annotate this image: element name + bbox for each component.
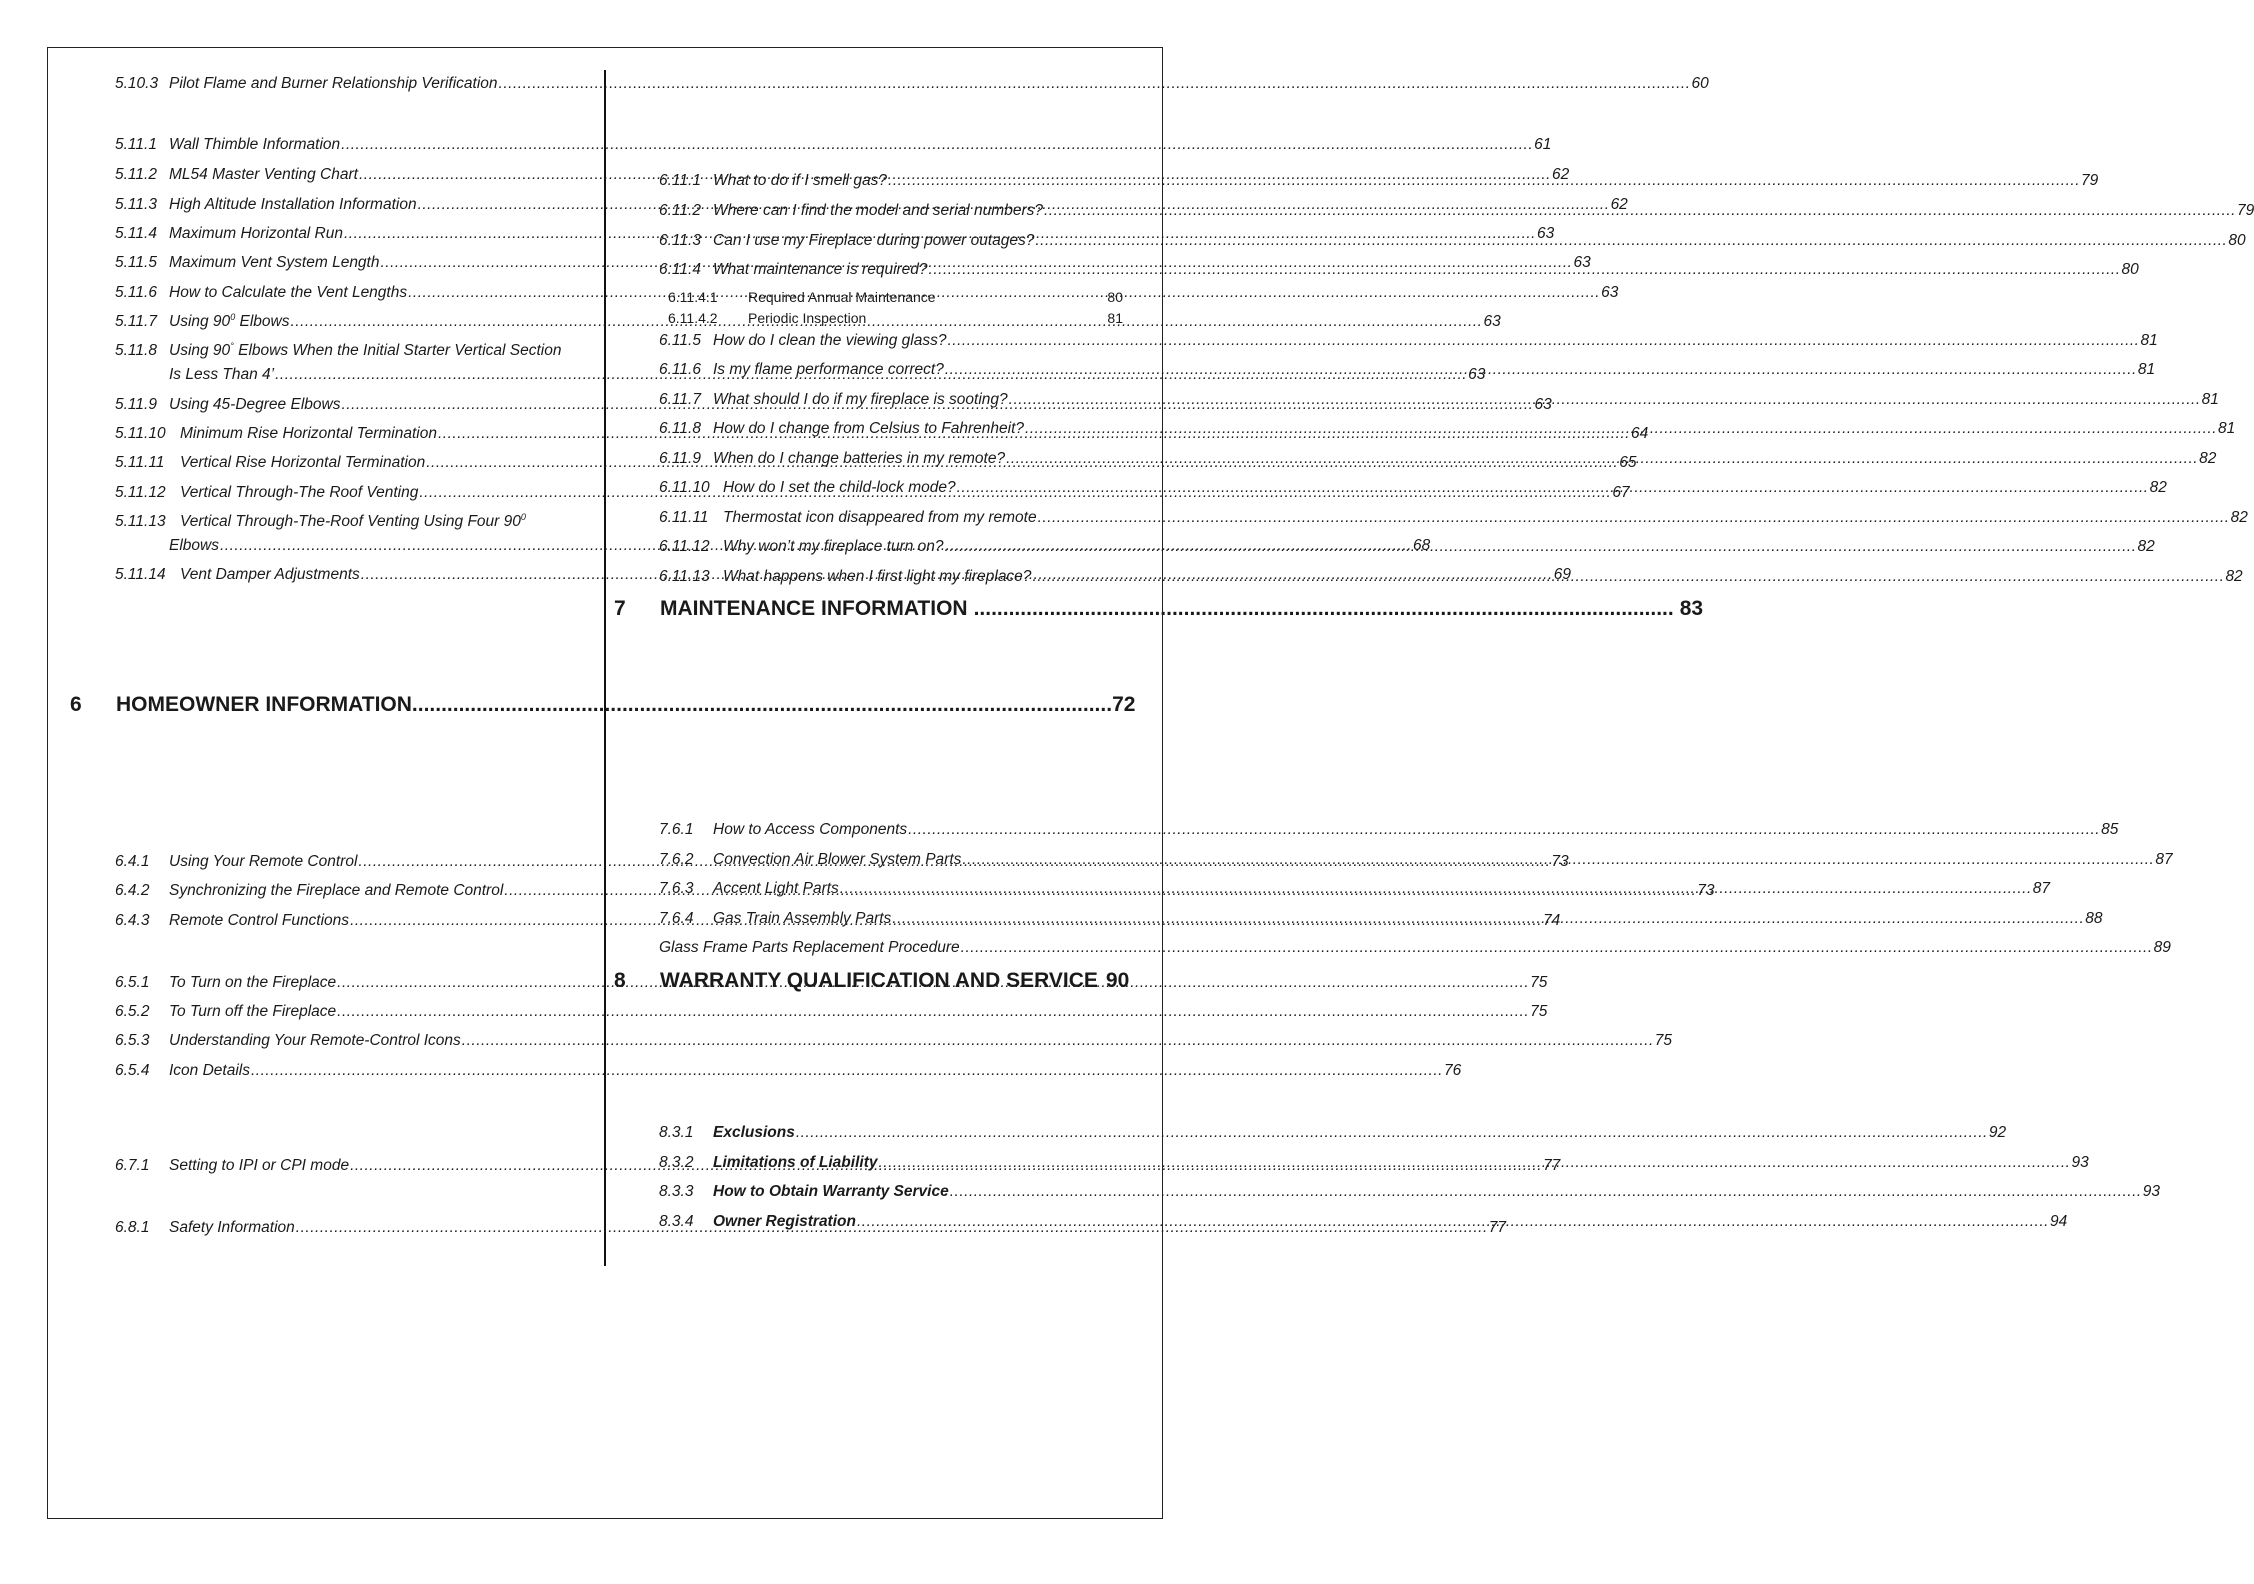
entry-number: 6.4.2 bbox=[115, 882, 150, 899]
leader-dots bbox=[974, 596, 1674, 622]
entry-title-text: Using Your Remote Control bbox=[169, 853, 358, 870]
leader-dots bbox=[499, 74, 1691, 93]
entry-page: 63 bbox=[1537, 225, 1555, 242]
entry-page: 87 bbox=[2155, 851, 2173, 868]
entry-number: 6.11.8 bbox=[659, 420, 701, 437]
entry-number: 5.11.8 bbox=[115, 342, 157, 359]
entry-title-text: Vertical Through-The Roof Venting bbox=[180, 484, 419, 501]
leader-dots bbox=[950, 1182, 2142, 1201]
entry-number: 6.4.3 bbox=[115, 912, 150, 929]
entry-page: 62 bbox=[1551, 166, 1570, 183]
entry-title-text: How do I set the child-lock mode? bbox=[723, 479, 956, 496]
entry-page: 63 bbox=[1468, 366, 1486, 383]
entry-title bbox=[723, 537, 944, 556]
leader-dots bbox=[929, 260, 2121, 279]
superscript: 0 bbox=[520, 511, 526, 522]
entry-page: 65 bbox=[1619, 454, 1637, 471]
entry-title bbox=[713, 331, 947, 350]
entry-title bbox=[713, 360, 944, 379]
entry-title-text: Setting to IPI or CPI mode bbox=[169, 1157, 350, 1174]
entry-number: 6.11.7 bbox=[659, 391, 701, 408]
entry-page: 82 bbox=[2225, 568, 2243, 585]
entry-title bbox=[169, 1061, 250, 1080]
entry-page: 64 bbox=[1630, 425, 1649, 442]
entry-title-text: Gas Train Assembly Parts bbox=[713, 910, 892, 927]
leader-dots bbox=[1035, 231, 2227, 250]
entry-title bbox=[169, 195, 417, 214]
entry-number: 6.11.12 bbox=[659, 538, 710, 555]
entry-number: 5.11.9 bbox=[115, 396, 157, 413]
entry-title: Required Annual Maintenance bbox=[748, 289, 936, 305]
leader-dots bbox=[337, 1002, 1529, 1021]
leader-dots bbox=[1044, 201, 2236, 220]
entry-title-text: Owner Registration bbox=[713, 1213, 856, 1230]
entry-title bbox=[713, 449, 1005, 468]
leader-dots bbox=[796, 1123, 1988, 1142]
entry-title-text: Maximum Vent System Length bbox=[169, 254, 380, 271]
chapter-page: 72 bbox=[1112, 693, 1136, 716]
entry-title bbox=[713, 879, 839, 898]
entry-page: 75 bbox=[1530, 1003, 1548, 1020]
entry-title-text: Limitations of Liability bbox=[713, 1154, 878, 1171]
entry-title bbox=[713, 850, 961, 869]
entry-number: 6.5.1 bbox=[115, 974, 150, 991]
entry-title bbox=[723, 567, 1031, 586]
entry-page: 85 bbox=[2101, 821, 2119, 838]
entry-title-text: Accent Light Parts bbox=[713, 880, 839, 897]
entry-page: 81 bbox=[1107, 310, 1123, 326]
toc-entry[interactable] bbox=[115, 1061, 1462, 1080]
toc-entry[interactable] bbox=[115, 74, 1709, 93]
toc-entry[interactable] bbox=[659, 1182, 2160, 1201]
entry-title bbox=[713, 201, 1043, 220]
leader-dots bbox=[962, 850, 2154, 869]
entry-page: 79 bbox=[2081, 172, 2099, 189]
leader-dots bbox=[341, 135, 1533, 154]
entry-number: 5.11.1 bbox=[115, 136, 157, 153]
entry-page: 87 bbox=[2032, 880, 2051, 897]
leader-dots bbox=[888, 171, 2080, 190]
entry-page: 92 bbox=[1988, 1124, 2007, 1141]
leader-dots bbox=[957, 478, 2149, 497]
entry-page: 77 bbox=[1543, 1157, 1561, 1174]
entry-title bbox=[169, 283, 407, 302]
chapter-7-heading[interactable] bbox=[614, 596, 1704, 622]
entry-page: 82 bbox=[2230, 509, 2248, 526]
entry-number: 5.10.3 bbox=[115, 75, 159, 92]
entry-title-text: Safety Information bbox=[169, 1219, 295, 1236]
chapter-8-heading[interactable] bbox=[614, 968, 1128, 994]
entry-title-text: Is my flame performance correct? bbox=[713, 361, 944, 378]
superscript: ° bbox=[230, 340, 234, 351]
entry-page: 80 bbox=[2121, 261, 2139, 278]
entry-page: 81 bbox=[2140, 332, 2158, 349]
entry-title bbox=[180, 453, 425, 472]
entry-title bbox=[169, 1156, 349, 1175]
entry-title bbox=[169, 341, 561, 360]
entry-page: 93 bbox=[2142, 1183, 2160, 1200]
toc-entry[interactable] bbox=[659, 1123, 2007, 1142]
entry-page: 74 bbox=[1543, 912, 1561, 929]
chapter-number: 8 bbox=[614, 969, 626, 992]
entry-title-text: Elbows bbox=[235, 313, 290, 330]
entry-title-text: Icon Details bbox=[169, 1062, 250, 1079]
entry-page: 60 bbox=[1691, 75, 1709, 92]
entry-title: Periodic Inspection bbox=[748, 310, 867, 326]
entry-title-text: Exclusions bbox=[713, 1124, 795, 1141]
entry-title-text: What happens when I first light my fireplace? bbox=[723, 568, 1032, 585]
entry-title bbox=[169, 1218, 295, 1237]
entry-page: 81 bbox=[2137, 361, 2156, 378]
entry-title-text: Glass Frame Parts Replacement Procedure bbox=[659, 939, 960, 956]
leader-dots bbox=[945, 360, 2137, 379]
entry-title bbox=[659, 938, 960, 957]
entry-page: 76 bbox=[1443, 1062, 1462, 1079]
entry-page: 88 bbox=[2085, 910, 2103, 927]
leader-dots bbox=[908, 820, 2100, 839]
leader-dots bbox=[945, 537, 2137, 556]
leader-dots bbox=[1032, 567, 2224, 586]
entry-number: 5.11.2 bbox=[115, 166, 157, 183]
entry-page: 68 bbox=[1412, 537, 1431, 554]
entry-number: 6.11.4 bbox=[659, 261, 701, 278]
entry-page: 82 bbox=[2149, 479, 2167, 496]
toc-entry[interactable] bbox=[115, 1031, 1673, 1050]
entry-page: 63 bbox=[1483, 313, 1501, 330]
entry-title bbox=[169, 395, 340, 414]
entry-title bbox=[180, 424, 437, 443]
entry-number: 7.6.1 bbox=[659, 821, 694, 838]
chapter-number: 7 bbox=[614, 597, 626, 620]
entry-title-text: Remote Control Functions bbox=[169, 912, 350, 929]
entry-page: 80 bbox=[2228, 232, 2246, 249]
entry-page: 81 bbox=[2201, 391, 2219, 408]
entry-title bbox=[169, 135, 340, 154]
leader-dots bbox=[1038, 508, 2230, 527]
entry-title bbox=[713, 1123, 795, 1142]
entry-title-text: To Turn off the Fireplace bbox=[169, 1003, 337, 1020]
entry-title bbox=[180, 565, 360, 584]
entry-title bbox=[713, 820, 907, 839]
entry-title bbox=[713, 1153, 877, 1172]
entry-number: 8.3.4 bbox=[659, 1213, 694, 1230]
chapter-page: 83 bbox=[1679, 597, 1704, 620]
entry-title-text: What maintenance is required? bbox=[713, 261, 928, 278]
entry-number: 8.3.2 bbox=[659, 1154, 694, 1171]
entry-title-text: Using 90 bbox=[169, 342, 231, 359]
entry-page: 89 bbox=[2153, 939, 2171, 956]
entry-number: 5.11.3 bbox=[115, 196, 157, 213]
entry-title bbox=[169, 1002, 336, 1021]
entry-number: 6.7.1 bbox=[115, 1157, 150, 1174]
entry-title-text: To Turn on the Fireplace bbox=[169, 974, 337, 991]
entry-page: 93 bbox=[2071, 1154, 2089, 1171]
entry-title-text: Why won’t my fireplace turn on? bbox=[723, 538, 944, 555]
entry-title bbox=[169, 911, 349, 930]
entry-number: 6.5.2 bbox=[115, 1003, 150, 1020]
entry-number: 6.11.10 bbox=[659, 479, 710, 496]
entry-page: 73 bbox=[1697, 882, 1715, 899]
entry-page: 63 bbox=[1534, 396, 1552, 413]
chapter-title: MAINTENANCE INFORMATION bbox=[660, 597, 968, 620]
entry-number: 6.11.5 bbox=[659, 332, 701, 349]
entry-page: 80 bbox=[1107, 289, 1123, 305]
entry-title-text: Thermostat icon disappeared from my remote bbox=[723, 509, 1037, 526]
leader-dots bbox=[412, 692, 1112, 718]
leader-dots bbox=[840, 879, 2032, 898]
entry-title bbox=[713, 231, 1034, 250]
entry-title-text: What should I do if my fireplace is sooting? bbox=[713, 391, 1008, 408]
entry-title bbox=[713, 171, 887, 190]
entry-number: 6.11.11 bbox=[659, 509, 709, 526]
entry-number: 6.8.1 bbox=[115, 1219, 150, 1236]
entry-title bbox=[723, 478, 956, 497]
entry-title-text: What to do if I smell gas? bbox=[713, 172, 888, 189]
entry-number: 5.11.6 bbox=[115, 284, 157, 301]
entry-title-text: Convection Air Blower System Parts bbox=[713, 851, 962, 868]
entry-number: 5.11.12 bbox=[115, 484, 166, 501]
entry-title-text: Synchronizing the Fireplace and Remote Control bbox=[169, 882, 504, 899]
leader-dots bbox=[251, 1061, 1443, 1080]
entry-page: 82 bbox=[2137, 538, 2155, 555]
entry-number: 6.11.6 bbox=[659, 361, 701, 378]
entry-title bbox=[169, 74, 498, 93]
entry-number: 5.11.13 bbox=[115, 513, 166, 530]
toc-subentry[interactable] bbox=[668, 310, 1123, 327]
entry-page: 79 bbox=[2236, 202, 2254, 219]
entry-page: 75 bbox=[1654, 1032, 1673, 1049]
entry-title bbox=[180, 512, 526, 531]
entry-page: 82 bbox=[2199, 450, 2217, 467]
entry-title-text: Elbows When the Initial Starter Vertical Section bbox=[233, 342, 562, 359]
chapter-6-heading[interactable] bbox=[70, 692, 1136, 718]
leader-dots bbox=[948, 331, 2140, 350]
entry-title bbox=[169, 165, 358, 184]
entry-title bbox=[713, 909, 891, 928]
entry-title-text: Where can I find the model and serial numbers? bbox=[713, 202, 1043, 219]
entry-title-text: Using 45-Degree Elbows bbox=[169, 396, 341, 413]
entry-title-text: Pilot Flame and Burner Relationship Verification bbox=[169, 75, 498, 92]
leader-dots bbox=[857, 1212, 2049, 1231]
entry-title bbox=[169, 253, 379, 272]
entry-title-text: High Altitude Installation Information bbox=[169, 196, 417, 213]
entry-page: 63 bbox=[1573, 254, 1591, 271]
entry-title-text: How to Obtain Warranty Service bbox=[713, 1183, 949, 1200]
entry-page: 94 bbox=[2049, 1213, 2068, 1230]
entry-title bbox=[713, 260, 928, 279]
toc-entry[interactable] bbox=[659, 820, 2119, 839]
entry-title-text: Using 90 bbox=[169, 313, 231, 330]
entry-number: 6.11.4.2 bbox=[668, 310, 718, 326]
entry-title-text: How to Access Components bbox=[713, 821, 908, 838]
entry-number: 6.5.4 bbox=[115, 1062, 150, 1079]
entry-title-text: Vertical Rise Horizontal Termination bbox=[180, 454, 426, 471]
entry-title bbox=[169, 881, 503, 900]
toc-entry[interactable] bbox=[115, 135, 1552, 154]
entry-number: 5.11.5 bbox=[115, 254, 157, 271]
entry-page: 62 bbox=[1610, 196, 1628, 213]
superscript: 0 bbox=[230, 311, 236, 322]
chapter-page: 90 bbox=[1105, 969, 1130, 992]
leader-dots bbox=[1006, 449, 2198, 468]
entry-number: 6.5.3 bbox=[115, 1032, 150, 1049]
entry-number: 5.11.7 bbox=[115, 313, 157, 330]
entry-number: 5.11.14 bbox=[115, 566, 166, 583]
entry-title-text: Wall Thimble Information bbox=[169, 136, 341, 153]
chapter-title: HOMEOWNER INFORMATION bbox=[116, 693, 412, 716]
leader-dots bbox=[1025, 419, 2217, 438]
toc-subentry[interactable] bbox=[668, 289, 1123, 306]
entry-number: 6.11.9 bbox=[659, 450, 701, 467]
entry-page: 77 bbox=[1488, 1219, 1507, 1236]
entry-title-text: Can I use my Fireplace during power outages? bbox=[713, 232, 1035, 249]
entry-title bbox=[169, 1031, 461, 1050]
toc-entry[interactable] bbox=[659, 331, 2158, 350]
entry-number: 5.11.11 bbox=[115, 454, 165, 471]
entry-title-text: Understanding Your Remote-Control Icons bbox=[169, 1032, 461, 1049]
entry-page: 63 bbox=[1601, 284, 1619, 301]
entry-page: 61 bbox=[1534, 136, 1552, 153]
entry-title bbox=[180, 483, 418, 502]
entry-number: 6.11.2 bbox=[659, 202, 701, 219]
entry-title-text: ML54 Master Venting Chart bbox=[169, 166, 358, 183]
entry-number: 6.4.1 bbox=[115, 853, 150, 870]
entry-title bbox=[169, 224, 343, 243]
chapter-title: WARRANTY QUALIFICATION AND SERVICE bbox=[660, 969, 1098, 992]
toc-entry[interactable] bbox=[115, 1002, 1548, 1021]
entry-number: 7.6.2 bbox=[659, 851, 694, 868]
entry-title bbox=[169, 852, 357, 871]
entry-page: 69 bbox=[1553, 566, 1572, 583]
chapter-number: 6 bbox=[70, 693, 82, 716]
entry-title-text: When do I change batteries in my remote? bbox=[713, 450, 1006, 467]
toc-entry[interactable] bbox=[659, 508, 2248, 527]
entry-page: 67 bbox=[1612, 484, 1630, 501]
entry-title-text: Maximum Horizontal Run bbox=[169, 225, 343, 242]
entry-number: 6.11.3 bbox=[659, 232, 701, 249]
entry-number: 7.6.3 bbox=[659, 880, 694, 897]
entry-title-text: How do I clean the viewing glass? bbox=[713, 332, 947, 349]
entry-title-text: Minimum Rise Horizontal Termination bbox=[180, 425, 437, 442]
entry-number: 8.3.1 bbox=[659, 1124, 694, 1141]
entry-number: 7.6.4 bbox=[659, 910, 694, 927]
leader-dots bbox=[462, 1031, 1654, 1050]
entry-title-continued: Is Less Than 4’ bbox=[169, 366, 275, 383]
entry-title-text: How to Calculate the Vent Lengths bbox=[169, 284, 408, 301]
entry-page: 75 bbox=[1530, 974, 1548, 991]
entry-number: 6.11.1 bbox=[659, 172, 701, 189]
entry-title-text: How do I change from Celsius to Fahrenheit? bbox=[713, 420, 1025, 437]
entry-title bbox=[169, 973, 336, 992]
entry-number: 6.11.4.1 bbox=[668, 289, 718, 305]
leader-dots bbox=[961, 938, 2153, 957]
entry-title-text: Vertical Through-The-Roof Venting Using Four 90 bbox=[180, 513, 521, 530]
entry-page: 73 bbox=[1551, 853, 1569, 870]
leader-dots bbox=[892, 909, 2084, 928]
entry-title bbox=[713, 390, 1008, 409]
entry-number: 6.11.13 bbox=[659, 568, 710, 585]
entry-title bbox=[169, 312, 289, 331]
entry-number: 5.11.4 bbox=[115, 225, 157, 242]
column-divider bbox=[604, 70, 606, 1266]
entry-number: 8.3.3 bbox=[659, 1183, 694, 1200]
entry-title bbox=[713, 1182, 949, 1201]
entry-title bbox=[713, 1212, 856, 1231]
entry-title-text: Vent Damper Adjustments bbox=[180, 566, 360, 583]
entry-page: 81 bbox=[2218, 420, 2236, 437]
entry-title bbox=[723, 508, 1037, 527]
entry-title bbox=[713, 419, 1024, 438]
entry-title-continued: Elbows bbox=[169, 537, 219, 554]
leader-dots bbox=[1009, 390, 2201, 409]
leader-dots bbox=[878, 1153, 2070, 1172]
toc-entry[interactable] bbox=[659, 938, 2171, 957]
entry-number: 5.11.10 bbox=[115, 425, 166, 442]
